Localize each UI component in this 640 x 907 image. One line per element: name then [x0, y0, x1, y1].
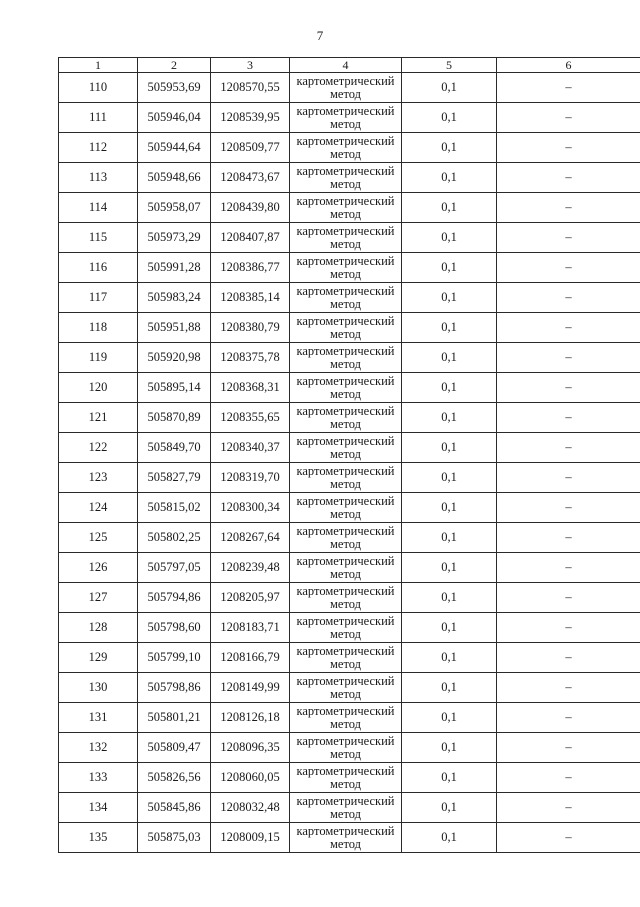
page-number: 7 — [316, 28, 324, 43]
description-cell: – — [497, 163, 640, 193]
description-cell: – — [497, 583, 640, 613]
table-row — [59, 403, 640, 433]
accuracy-cell: 0,1 — [402, 463, 497, 493]
method-line-2: метод — [329, 176, 361, 191]
point-number-cell: 111 — [59, 103, 138, 133]
y-coordinate-cell: 1208385,14 — [211, 283, 290, 313]
point-number-cell: 118 — [59, 313, 138, 343]
description-cell: – — [497, 283, 640, 313]
y-coordinate-cell: 1208126,18 — [211, 703, 290, 733]
table-body — [59, 73, 640, 853]
method-line-2: метод — [329, 596, 361, 611]
table-row — [59, 583, 640, 613]
accuracy-cell: 0,1 — [402, 823, 497, 853]
accuracy-cell: 0,1 — [402, 703, 497, 733]
point-number-cell: 129 — [59, 643, 138, 673]
accuracy-cell: 0,1 — [402, 523, 497, 553]
method-line-1: картометрический — [296, 374, 395, 388]
point-number-cell: 110 — [59, 73, 138, 103]
method-cell — [290, 103, 402, 133]
point-number-cell: 119 — [59, 343, 138, 373]
x-coordinate-cell: 505870,89 — [138, 403, 211, 433]
description-cell: – — [497, 523, 640, 553]
method-line-2: метод — [329, 266, 361, 281]
x-coordinate-cell: 505983,24 — [138, 283, 211, 313]
coordinates-table — [58, 57, 640, 853]
table-header-row — [59, 58, 640, 73]
table-row — [59, 253, 640, 283]
y-coordinate-cell: 1208380,79 — [211, 313, 290, 343]
x-coordinate-cell: 505973,29 — [138, 223, 211, 253]
column-header: 4 — [290, 58, 402, 73]
y-coordinate-cell: 1208355,65 — [211, 403, 290, 433]
y-coordinate-cell: 1208539,95 — [211, 103, 290, 133]
table-row — [59, 193, 640, 223]
point-number-cell: 126 — [59, 553, 138, 583]
method-cell — [290, 253, 402, 283]
method-line-1: картометрический — [296, 554, 395, 568]
point-number-cell: 120 — [59, 373, 138, 403]
accuracy-cell: 0,1 — [402, 763, 497, 793]
x-coordinate-cell: 505953,69 — [138, 73, 211, 103]
method-line-1: картометрический — [296, 494, 395, 508]
accuracy-cell: 0,1 — [402, 553, 497, 583]
method-line-1: картометрический — [296, 734, 395, 748]
y-coordinate-cell: 1208570,55 — [211, 73, 290, 103]
method-line-2: метод — [329, 476, 361, 491]
method-cell — [290, 133, 402, 163]
y-coordinate-cell: 1208096,35 — [211, 733, 290, 763]
x-coordinate-cell: 505802,25 — [138, 523, 211, 553]
accuracy-cell: 0,1 — [402, 583, 497, 613]
point-number-cell: 134 — [59, 793, 138, 823]
y-coordinate-cell: 1208319,70 — [211, 463, 290, 493]
column-header: 5 — [402, 58, 497, 73]
point-number-cell: 116 — [59, 253, 138, 283]
y-coordinate-cell: 1208368,31 — [211, 373, 290, 403]
table-row — [59, 523, 640, 553]
method-cell — [290, 673, 402, 703]
description-cell: – — [497, 613, 640, 643]
method-cell — [290, 193, 402, 223]
accuracy-cell: 0,1 — [402, 253, 497, 283]
table-row — [59, 793, 640, 823]
method-line-1: картометрический — [296, 584, 395, 598]
table-row — [59, 733, 640, 763]
description-cell: – — [497, 433, 640, 463]
accuracy-cell: 0,1 — [402, 193, 497, 223]
table-row — [59, 673, 640, 703]
method-line-2: метод — [329, 326, 361, 341]
table-row — [59, 643, 640, 673]
method-line-1: картометрический — [296, 224, 395, 238]
description-cell: – — [497, 703, 640, 733]
method-cell — [290, 73, 402, 103]
column-header: 3 — [211, 58, 290, 73]
x-coordinate-cell: 505826,56 — [138, 763, 211, 793]
accuracy-cell: 0,1 — [402, 403, 497, 433]
y-coordinate-cell: 1208032,48 — [211, 793, 290, 823]
method-cell — [290, 313, 402, 343]
x-coordinate-cell: 505798,60 — [138, 613, 211, 643]
description-cell: – — [497, 793, 640, 823]
point-number-cell: 135 — [59, 823, 138, 853]
y-coordinate-cell: 1208473,67 — [211, 163, 290, 193]
description-cell: – — [497, 763, 640, 793]
method-line-1: картометрический — [296, 254, 395, 268]
table-row — [59, 763, 640, 793]
method-line-1: картометрический — [296, 104, 395, 118]
method-line-1: картометрический — [296, 284, 395, 298]
method-cell — [290, 643, 402, 673]
method-cell — [290, 613, 402, 643]
x-coordinate-cell: 505809,47 — [138, 733, 211, 763]
method-cell — [290, 433, 402, 463]
y-coordinate-cell: 1208239,48 — [211, 553, 290, 583]
y-coordinate-cell: 1208300,34 — [211, 493, 290, 523]
table-row — [59, 283, 640, 313]
table-row — [59, 493, 640, 523]
method-line-1: картометрический — [296, 674, 395, 688]
method-cell — [290, 283, 402, 313]
point-number-cell: 133 — [59, 763, 138, 793]
x-coordinate-cell: 505827,79 — [138, 463, 211, 493]
method-line-2: метод — [329, 566, 361, 581]
method-line-2: метод — [329, 446, 361, 461]
table-row — [59, 823, 640, 853]
accuracy-cell: 0,1 — [402, 673, 497, 703]
x-coordinate-cell: 505944,64 — [138, 133, 211, 163]
x-coordinate-cell: 505875,03 — [138, 823, 211, 853]
method-line-1: картометрический — [296, 704, 395, 718]
method-cell — [290, 403, 402, 433]
x-coordinate-cell: 505948,66 — [138, 163, 211, 193]
description-cell: – — [497, 73, 640, 103]
method-line-2: метод — [329, 86, 361, 101]
accuracy-cell: 0,1 — [402, 223, 497, 253]
table-row — [59, 463, 640, 493]
method-line-1: картометрический — [296, 74, 395, 88]
table-row — [59, 373, 640, 403]
description-cell: – — [497, 493, 640, 523]
table-row — [59, 433, 640, 463]
point-number-cell: 124 — [59, 493, 138, 523]
x-coordinate-cell: 505920,98 — [138, 343, 211, 373]
method-cell — [290, 793, 402, 823]
method-line-1: картометрический — [296, 164, 395, 178]
description-cell: – — [497, 193, 640, 223]
method-line-1: картометрический — [296, 404, 395, 418]
method-line-1: картометрический — [296, 764, 395, 778]
table-row — [59, 703, 640, 733]
method-line-2: метод — [329, 536, 361, 551]
point-number-cell: 127 — [59, 583, 138, 613]
method-line-2: метод — [329, 296, 361, 311]
x-coordinate-cell: 505845,86 — [138, 793, 211, 823]
description-cell: – — [497, 103, 640, 133]
method-cell — [290, 763, 402, 793]
description-cell: – — [497, 463, 640, 493]
table-row — [59, 103, 640, 133]
y-coordinate-cell: 1208386,77 — [211, 253, 290, 283]
y-coordinate-cell: 1208060,05 — [211, 763, 290, 793]
y-coordinate-cell: 1208205,97 — [211, 583, 290, 613]
method-cell — [290, 583, 402, 613]
accuracy-cell: 0,1 — [402, 283, 497, 313]
method-line-2: метод — [329, 686, 361, 701]
description-cell: – — [497, 373, 640, 403]
method-line-2: метод — [329, 626, 361, 641]
point-number-cell: 128 — [59, 613, 138, 643]
accuracy-cell: 0,1 — [402, 163, 497, 193]
description-cell: – — [497, 733, 640, 763]
column-header: 2 — [138, 58, 211, 73]
accuracy-cell: 0,1 — [402, 613, 497, 643]
accuracy-cell: 0,1 — [402, 643, 497, 673]
method-line-1: картометрический — [296, 464, 395, 478]
description-cell: – — [497, 223, 640, 253]
table-row — [59, 313, 640, 343]
point-number-cell: 132 — [59, 733, 138, 763]
y-coordinate-cell: 1208149,99 — [211, 673, 290, 703]
table-row — [59, 223, 640, 253]
point-number-cell: 125 — [59, 523, 138, 553]
method-cell — [290, 223, 402, 253]
method-line-2: метод — [329, 776, 361, 791]
point-number-cell: 112 — [59, 133, 138, 163]
x-coordinate-cell: 505951,88 — [138, 313, 211, 343]
point-number-cell: 114 — [59, 193, 138, 223]
x-coordinate-cell: 505849,70 — [138, 433, 211, 463]
y-coordinate-cell: 1208340,37 — [211, 433, 290, 463]
description-cell: – — [497, 343, 640, 373]
point-number-cell: 121 — [59, 403, 138, 433]
accuracy-cell: 0,1 — [402, 493, 497, 523]
method-line-2: метод — [329, 386, 361, 401]
method-line-1: картометрический — [296, 524, 395, 538]
x-coordinate-cell: 505798,86 — [138, 673, 211, 703]
method-line-2: метод — [329, 716, 361, 731]
method-line-1: картометрический — [296, 824, 395, 838]
method-line-2: метод — [329, 836, 361, 851]
method-cell — [290, 733, 402, 763]
method-line-2: метод — [329, 356, 361, 371]
method-cell — [290, 463, 402, 493]
method-cell — [290, 493, 402, 523]
method-cell — [290, 343, 402, 373]
y-coordinate-cell: 1208166,79 — [211, 643, 290, 673]
method-line-2: метод — [329, 206, 361, 221]
x-coordinate-cell: 505794,86 — [138, 583, 211, 613]
y-coordinate-cell: 1208183,71 — [211, 613, 290, 643]
column-header: 1 — [59, 58, 138, 73]
method-cell — [290, 523, 402, 553]
method-line-1: картометрический — [296, 344, 395, 358]
table-row — [59, 343, 640, 373]
x-coordinate-cell: 505815,02 — [138, 493, 211, 523]
table-row — [59, 613, 640, 643]
x-coordinate-cell: 505946,04 — [138, 103, 211, 133]
x-coordinate-cell: 505799,10 — [138, 643, 211, 673]
x-coordinate-cell: 505797,05 — [138, 553, 211, 583]
y-coordinate-cell: 1208375,78 — [211, 343, 290, 373]
method-line-1: картометрический — [296, 434, 395, 448]
method-cell — [290, 163, 402, 193]
column-header: 6 — [497, 58, 640, 73]
point-number-cell: 113 — [59, 163, 138, 193]
x-coordinate-cell: 505801,21 — [138, 703, 211, 733]
accuracy-cell: 0,1 — [402, 733, 497, 763]
accuracy-cell: 0,1 — [402, 793, 497, 823]
method-line-1: картометрический — [296, 194, 395, 208]
accuracy-cell: 0,1 — [402, 313, 497, 343]
point-number-cell: 123 — [59, 463, 138, 493]
method-line-1: картометрический — [296, 314, 395, 328]
table-row — [59, 553, 640, 583]
point-number-cell: 115 — [59, 223, 138, 253]
y-coordinate-cell: 1208267,64 — [211, 523, 290, 553]
method-line-1: картометрический — [296, 134, 395, 148]
method-line-2: метод — [329, 116, 361, 131]
point-number-cell: 117 — [59, 283, 138, 313]
method-cell — [290, 703, 402, 733]
accuracy-cell: 0,1 — [402, 73, 497, 103]
method-line-2: метод — [329, 146, 361, 161]
y-coordinate-cell: 1208407,87 — [211, 223, 290, 253]
x-coordinate-cell: 505958,07 — [138, 193, 211, 223]
method-line-2: метод — [329, 416, 361, 431]
method-line-1: картометрический — [296, 614, 395, 628]
description-cell: – — [497, 643, 640, 673]
method-line-2: метод — [329, 506, 361, 521]
description-cell: – — [497, 553, 640, 583]
description-cell: – — [497, 403, 640, 433]
y-coordinate-cell: 1208509,77 — [211, 133, 290, 163]
method-line-1: картометрический — [296, 644, 395, 658]
description-cell: – — [497, 253, 640, 283]
method-cell — [290, 553, 402, 583]
point-number-cell: 130 — [59, 673, 138, 703]
point-number-cell: 131 — [59, 703, 138, 733]
accuracy-cell: 0,1 — [402, 343, 497, 373]
method-line-2: метод — [329, 746, 361, 761]
x-coordinate-cell: 505991,28 — [138, 253, 211, 283]
y-coordinate-cell: 1208439,80 — [211, 193, 290, 223]
description-cell: – — [497, 673, 640, 703]
method-line-2: метод — [329, 656, 361, 671]
x-coordinate-cell: 505895,14 — [138, 373, 211, 403]
method-line-2: метод — [329, 236, 361, 251]
point-number-cell: 122 — [59, 433, 138, 463]
method-line-1: картометрический — [296, 794, 395, 808]
method-cell — [290, 373, 402, 403]
method-cell — [290, 823, 402, 853]
accuracy-cell: 0,1 — [402, 433, 497, 463]
description-cell: – — [497, 823, 640, 853]
table-row — [59, 73, 640, 103]
description-cell: – — [497, 313, 640, 343]
table-row — [59, 163, 640, 193]
accuracy-cell: 0,1 — [402, 133, 497, 163]
table-row — [59, 133, 640, 163]
accuracy-cell: 0,1 — [402, 103, 497, 133]
description-cell: – — [497, 133, 640, 163]
accuracy-cell: 0,1 — [402, 373, 497, 403]
y-coordinate-cell: 1208009,15 — [211, 823, 290, 853]
method-line-2: метод — [329, 806, 361, 821]
